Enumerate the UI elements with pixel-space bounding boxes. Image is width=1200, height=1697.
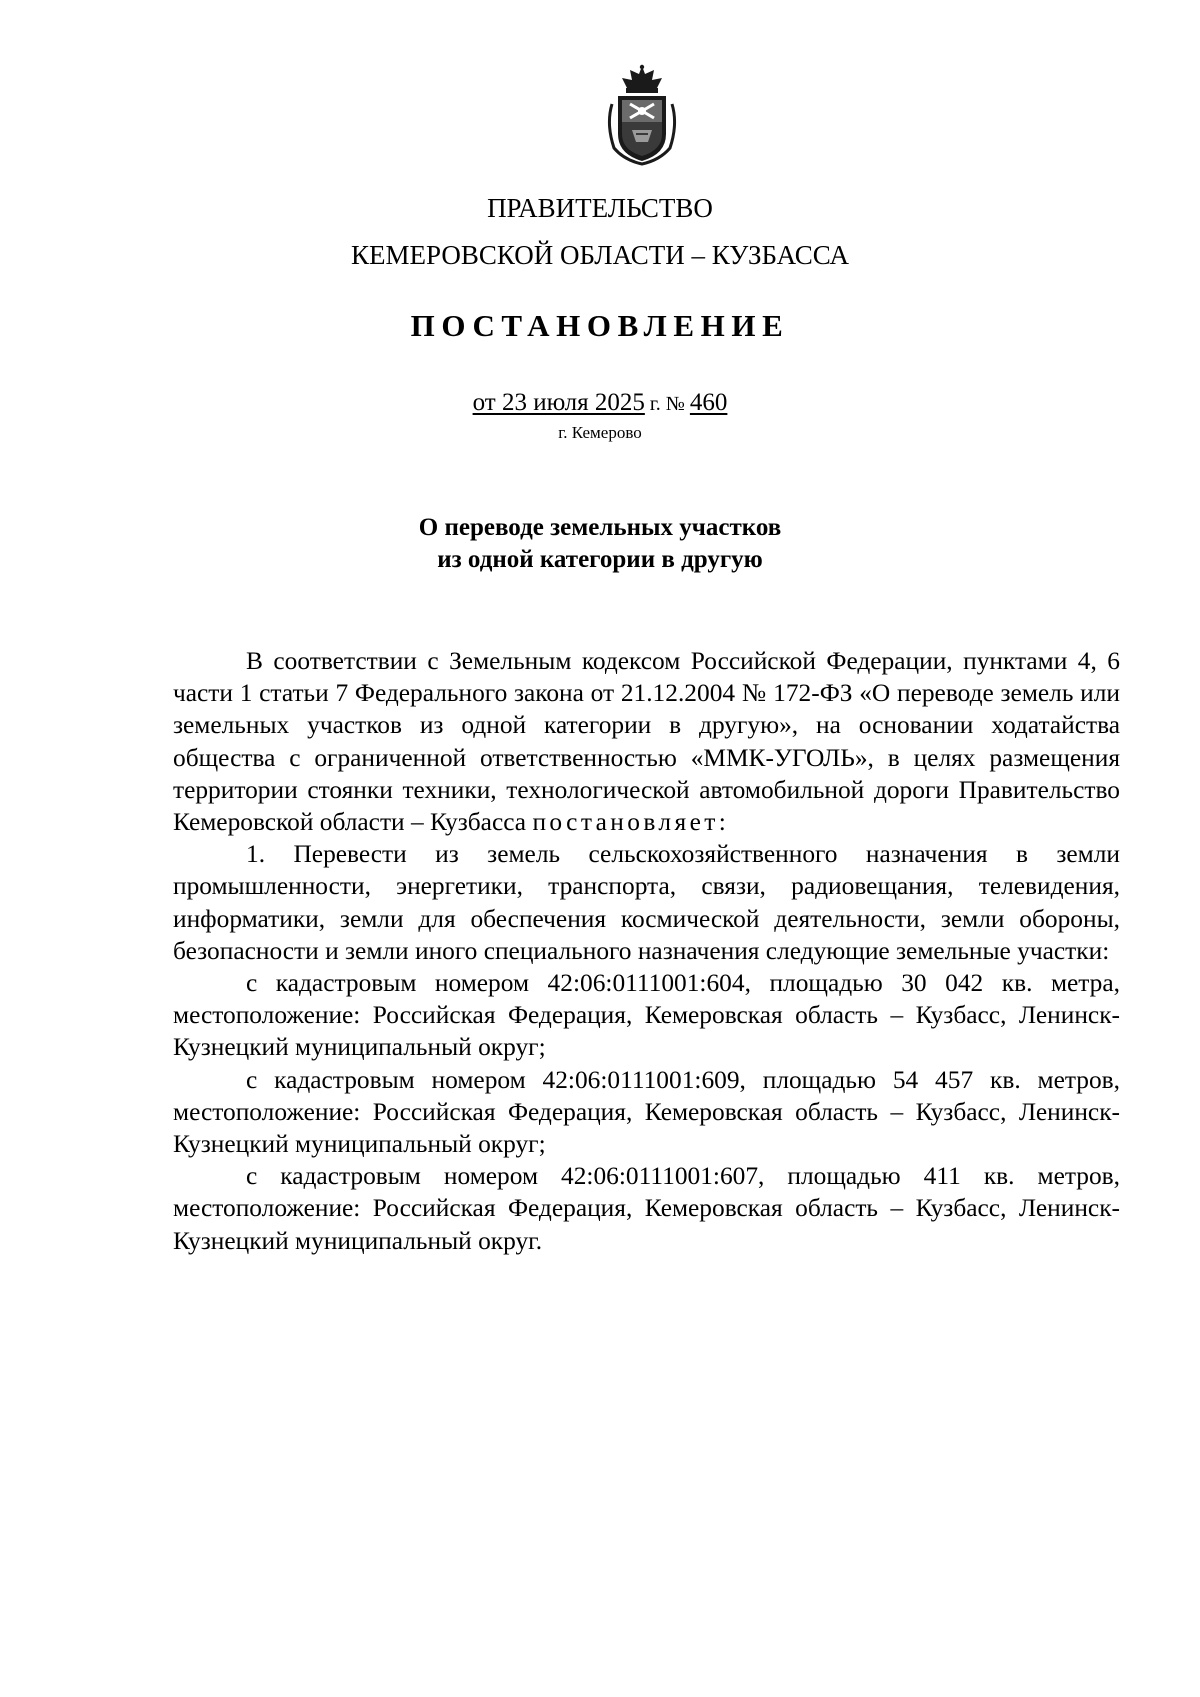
document-city: г. Кемерово xyxy=(558,423,642,442)
intro-keyword: постановляет xyxy=(532,808,719,837)
document-date: от 23 июля 2025 xyxy=(472,389,645,416)
parcel-paragraph-2: с кадастровым номером 42:06:0111001:609, площадью 54 457 кв. метров, местоположение: Российская Федерация, Кемеровская область – Кузбасс, Ленинск-Кузнецкий муниципальный округ; xyxy=(173,1065,1120,1159)
intro-paragraph xyxy=(173,645,1120,838)
intro-text: В соответствии с Земельным кодексом Российской Федерации, пунктами 4, 6 части 1 статьи 7 Федерального закона от 21.12.2004 № 172-ФЗ «О переводе земель или земельных участков из одной категории в другую», на основании ходатайства общества с ограниченной ответственностью «ММК-УГОЛЬ», в целях размещения территории стоянки техники, технологической автомобильной дороги Правительство Кемеровской области – Кузбасса xyxy=(173,647,1120,837)
kemerovo-coat-of-arms-icon xyxy=(602,64,682,166)
intro-end: : xyxy=(718,808,726,837)
title-line-2: из одной категории в другую xyxy=(437,546,763,573)
organization-line-1: ПРАВИТЕЛЬСТВО xyxy=(487,193,713,223)
document-body xyxy=(173,645,1120,1257)
parcel-paragraph-1: с кадастровым номером 42:06:0111001:604, площадью 30 042 кв. метра, местоположение: Российская Федерация, Кемеровская область – Кузбасс, Ленинск-Кузнецкий муниципальный округ; xyxy=(173,969,1120,1062)
date-suffix: г. № xyxy=(644,393,690,415)
document-title xyxy=(0,512,1200,576)
title-line-1: О переводе земельных участков xyxy=(418,514,782,541)
organization-line-2: КЕМЕРОВСКОЙ ОБЛАСТИ – КУЗБАССА xyxy=(351,240,849,270)
parcel-paragraph-3: с кадастровым номером 42:06:0111001:607, площадью 411 кв. метров, местоположение: Российская Федерация, Кемеровская область – Кузбасс, Ленинск-Кузнецкий муниципальный округ. xyxy=(173,1162,1120,1255)
document-number: 460 xyxy=(689,389,728,416)
item-1-paragraph: 1. Перевести из земель сельскохозяйственного назначения в земли промышленности, энергетики, транспорта, связи, радиовещания, телевидения, информатики, земли для обеспечения космической деятельности, земли обороны, безопасности и земли иного специального назначения следующие земельные участки: xyxy=(173,840,1120,965)
date-number-line xyxy=(0,387,1200,422)
document-type: ПОСТАНОВЛЕНИЕ xyxy=(410,308,790,343)
